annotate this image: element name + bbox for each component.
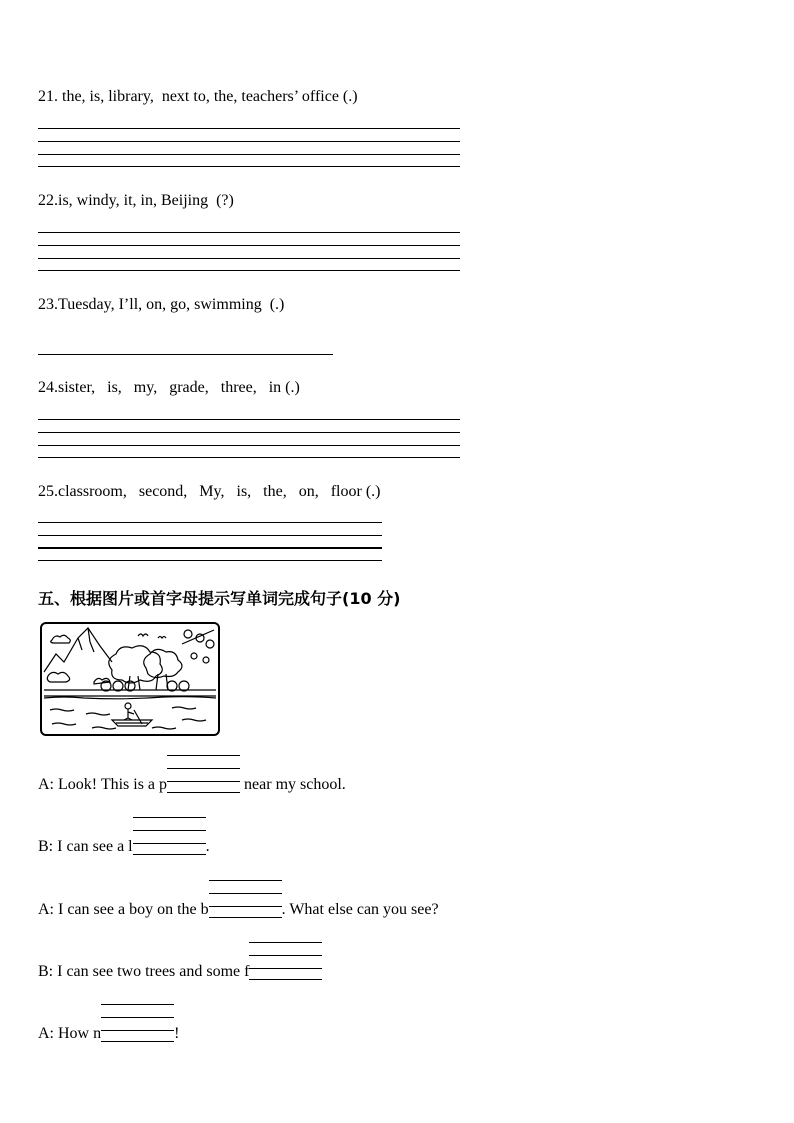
question-prompt: .sister, is, my, grade, three, in (.) [54, 379, 300, 396]
question-prompt: .classroom, second, My, is, the, on, floor (.) [54, 483, 381, 500]
question-23 [38, 296, 284, 314]
blank-field[interactable] [249, 962, 322, 976]
question-number: 23 [38, 296, 54, 313]
question-prompt: .Tuesday, I’ll, on, go, swimming (.) [54, 296, 285, 313]
blank-field[interactable] [167, 775, 240, 789]
dialogue-text-after: . [205, 838, 210, 855]
dialogue-text-after: ! [174, 1025, 180, 1042]
dialogue-line-1 [38, 775, 346, 794]
question-number: 24 [38, 379, 54, 396]
dialogue-text-before: A: How n [38, 1025, 102, 1042]
dialogue-line-5 [38, 1024, 179, 1043]
dialogue-text-before: A: I can see a boy on the b [38, 901, 209, 918]
question-21 [38, 88, 358, 106]
question-25 [38, 483, 380, 501]
dialogue-text-before: B: I can see two trees and some f [38, 963, 250, 980]
dialogue-text-before: B: I can see a l [38, 838, 133, 855]
blank-field[interactable] [133, 837, 206, 851]
dialogue-text-after: . What else can you see? [281, 901, 439, 918]
question-number: 25 [38, 483, 54, 500]
blank-field[interactable] [209, 900, 282, 914]
question-prompt: . the, is, library, next to, the, teachers’ office (.) [54, 88, 358, 105]
question-number: 21 [38, 88, 54, 105]
park-river-picture [40, 622, 220, 736]
dialogue-text-before: A: Look! This is a p [38, 776, 168, 793]
dialogue-line-3 [38, 900, 439, 919]
question-number: 22 [38, 192, 54, 209]
dialogue-line-4 [38, 962, 322, 981]
blank-field[interactable] [101, 1024, 174, 1038]
dialogue-line-2 [38, 837, 210, 856]
dialogue-text-after: near my school. [240, 776, 346, 793]
section-heading: 五、根据图片或首字母提示写单词完成句子(10 分) [38, 589, 401, 608]
question-prompt: .is, windy, it, in, Beijing (?) [54, 192, 234, 209]
question-24 [38, 379, 300, 397]
question-22 [38, 192, 234, 210]
